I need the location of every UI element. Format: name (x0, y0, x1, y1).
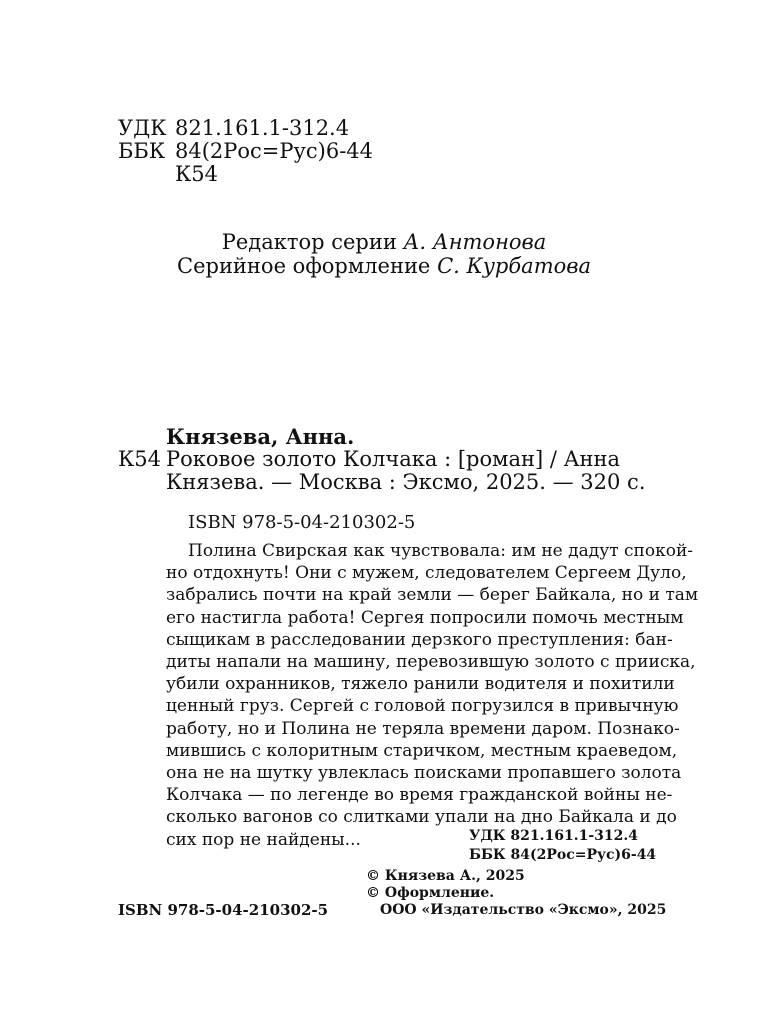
bib-publication-line: Князева. — Москва : Эксмо, 2025. — 320 с. (166, 470, 646, 494)
editor-label: Редактор серии (221, 230, 397, 254)
copyright-publisher: ООО «Издательство «Эксмо», 2025 (380, 902, 667, 918)
bib-cutter: К54 (118, 447, 161, 471)
annotation-line: его настигла работа! Сергея попросили помочь местным (166, 607, 684, 628)
series-editor-credit (0, 230, 768, 254)
annotation-line: сыщикам в расследовании дерзкого преступления: бан- (166, 629, 673, 650)
annotation-line: сколько вагонов со слитками упали на дно Байкала и до (166, 807, 677, 828)
design-name: С. Курбатова (437, 254, 591, 278)
udk-label: УДК (118, 116, 167, 140)
series-design-credit (0, 254, 768, 278)
annotation-line: диты напали на машину, перевозившую золото с прииска, (166, 652, 696, 673)
author-heading: Князева, Анна. (166, 424, 355, 449)
annotation-line: мившись с колоритным старичком, местным краеведом, (166, 740, 678, 761)
bbk-code-small: ББК 84(2Рос=Рус)6-44 (469, 847, 657, 863)
udk-value: 821.161.1-312.4 (175, 116, 350, 140)
annotation-paragraph (166, 540, 699, 851)
editor-name: А. Антонова (403, 230, 547, 254)
bbk-label: ББК (118, 139, 166, 163)
bbk-value: 84(2Рос=Рус)6-44 (175, 139, 374, 163)
copyright-author: © Князева А., 2025 (366, 868, 525, 884)
copyright-design: © Оформление. (366, 885, 495, 901)
isbn-main: ISBN 978-5-04-210302-5 (188, 512, 416, 533)
annotation-line: работу, но и Полина не теряла времени даром. Познако- (166, 718, 680, 739)
cutter-number: К54 (175, 162, 218, 186)
annotation-line: Колчака — по легенде во время гражданской войны не- (166, 785, 673, 806)
annotation-line: Полина Свирская как чувствовала: им не дадут спокой- (188, 541, 694, 561)
bib-title-line: Роковое золото Колчака : [роман] / Анна (166, 447, 621, 471)
isbn-bottom: ISBN 978-5-04-210302-5 (118, 901, 329, 919)
annotation-line: убили охранников, тяжело ранили водителя и похитили (166, 674, 675, 695)
design-label: Серийное оформление (177, 254, 431, 278)
annotation-line: но отдохнуть! Они с мужем, следователем Сергеем Дуло, (166, 563, 687, 584)
annotation-line: забрались почти на край земли — берег Байкала, но и там (166, 585, 699, 606)
annotation-line: сих пор не найдены... (166, 829, 361, 850)
udk-code-small: УДК 821.161.1-312.4 (469, 828, 639, 844)
annotation-line: она не на шутку увлеклась поисками пропавшего золота (166, 763, 682, 784)
annotation-line: ценный груз. Сергей с головой погрузился в привычную (166, 696, 679, 717)
